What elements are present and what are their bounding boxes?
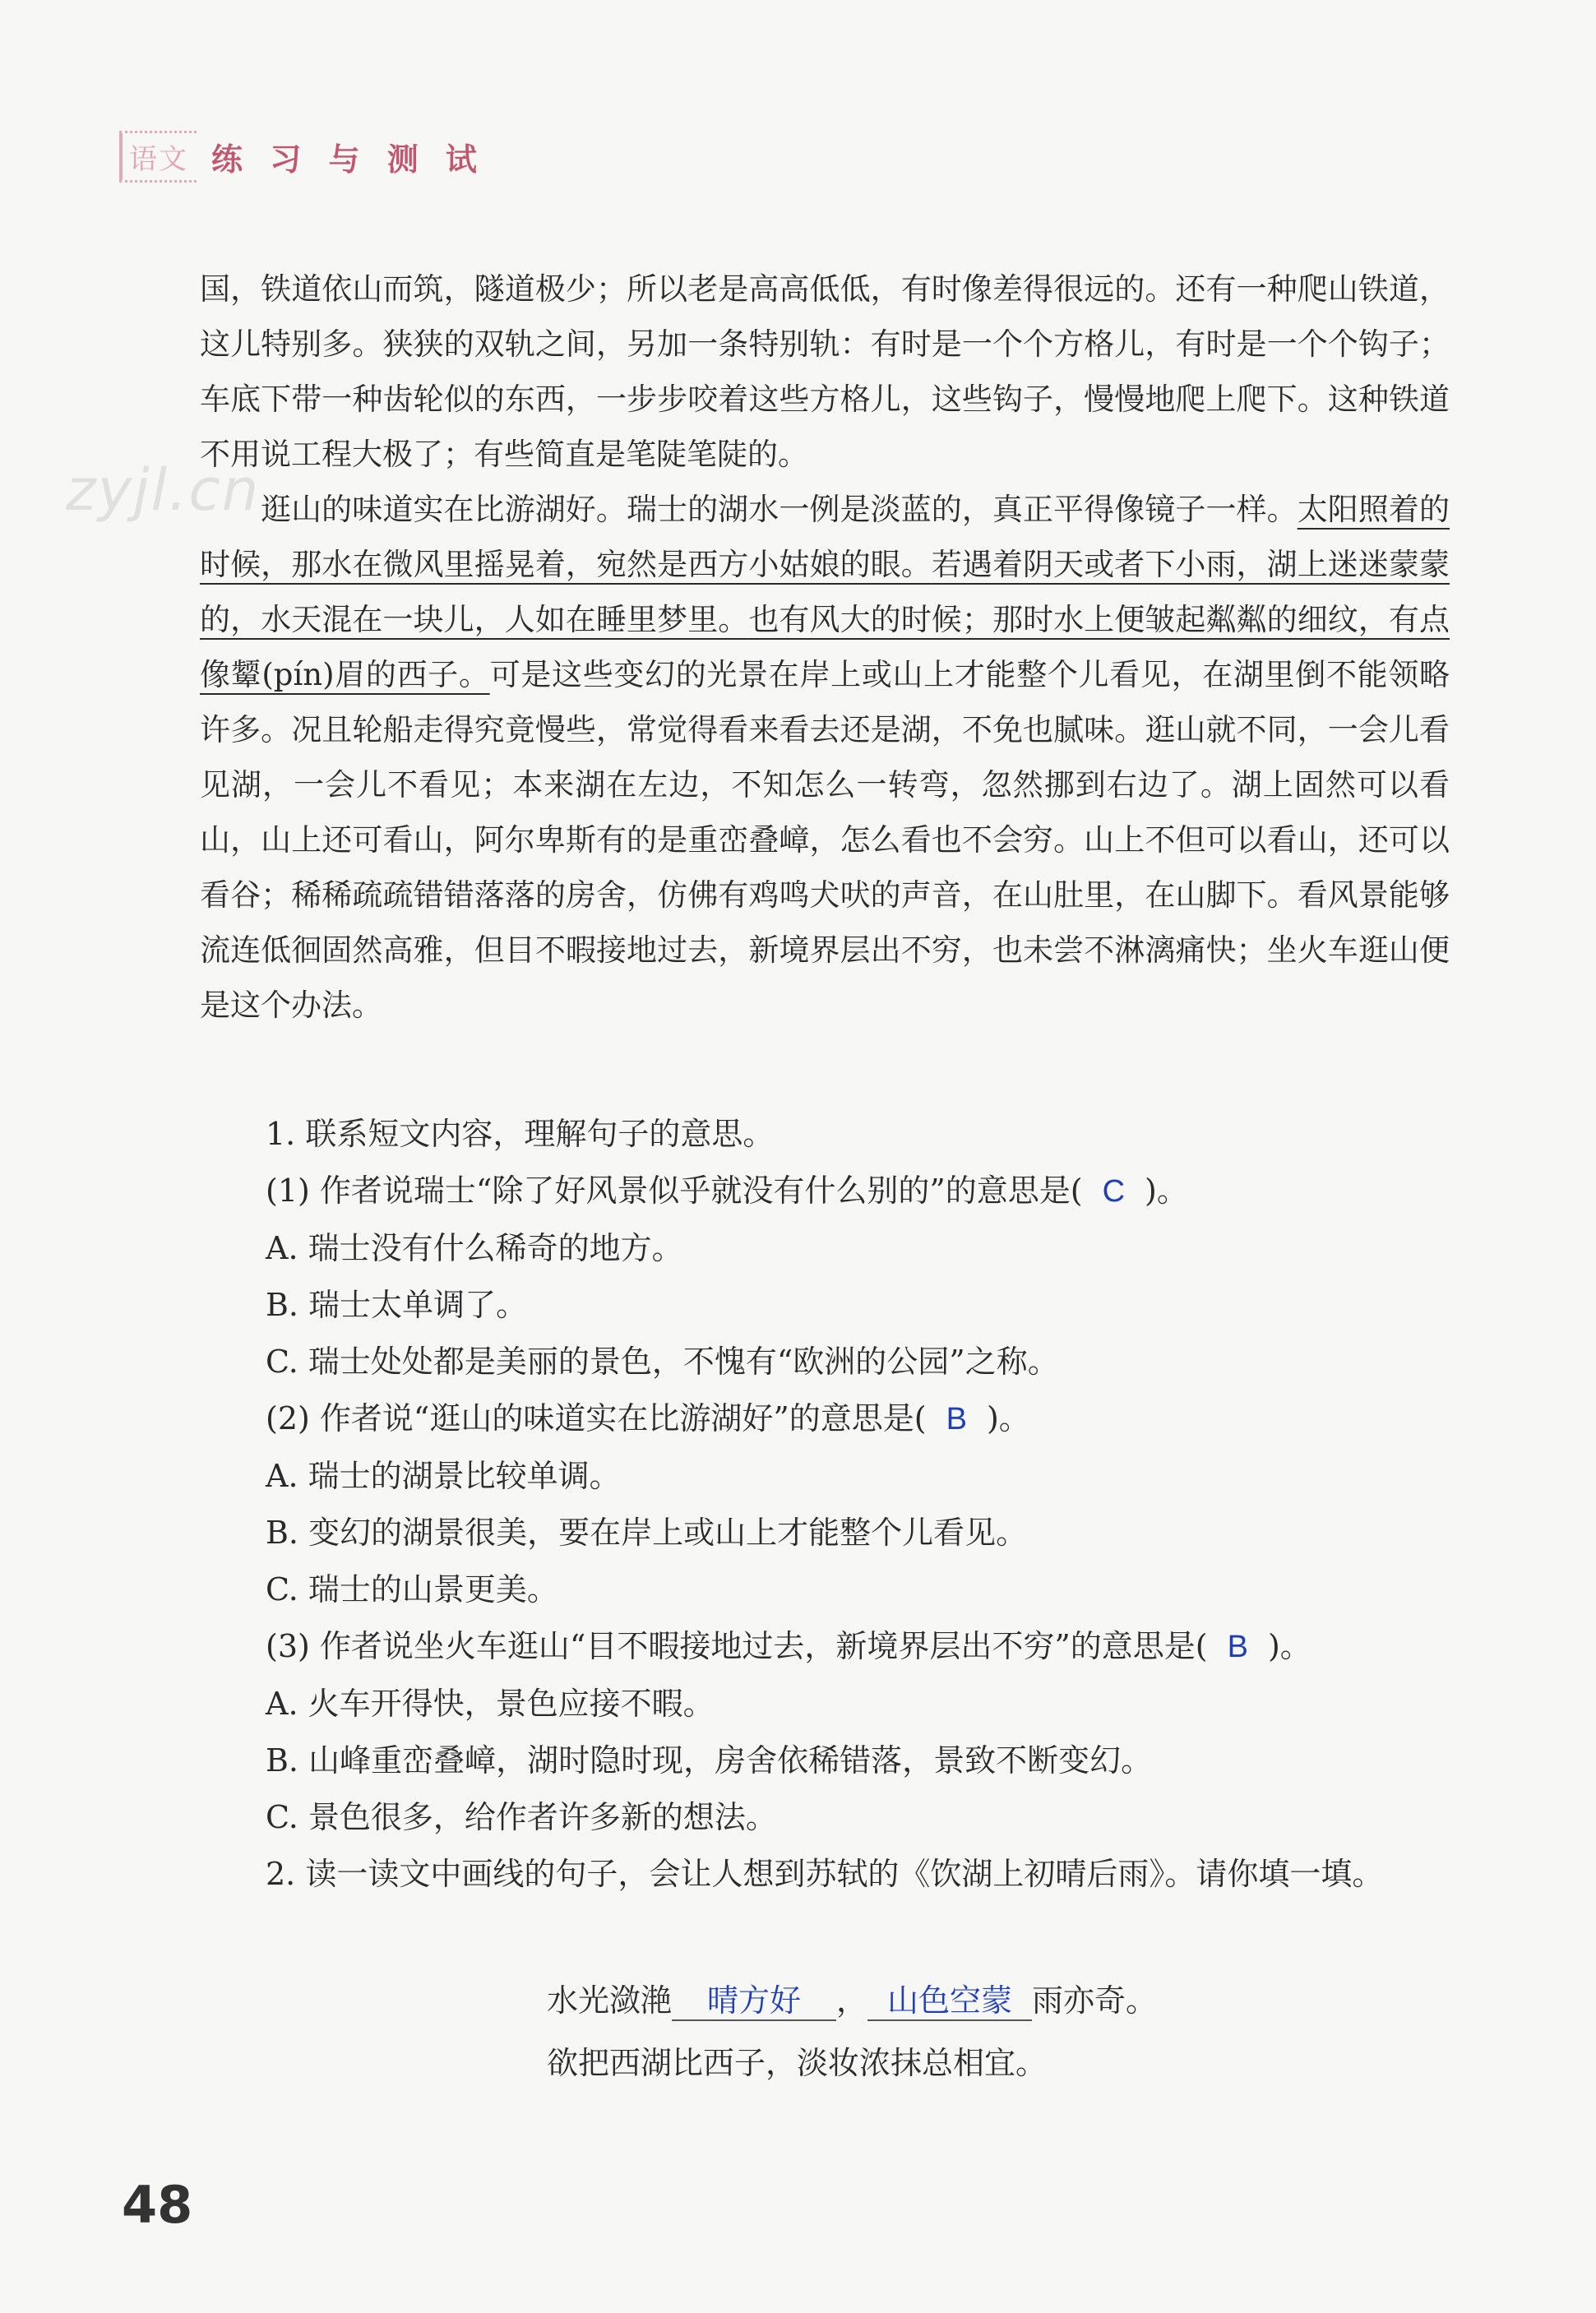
poem [547, 1969, 1157, 2094]
poem-line-1 [547, 1969, 1157, 2032]
question-text: )。 [1267, 1628, 1311, 1664]
option-1-2-b: B. 变幻的湖景很美，要在岸上或山上才能整个儿看见。 [266, 1515, 1028, 1551]
answer-1-3: B [1227, 1630, 1248, 1664]
fill-blank-2[interactable]: 山色空蒙 [867, 1983, 1032, 2021]
option-1-1-a: A. 瑞士没有什么稀奇的地方。 [266, 1230, 683, 1266]
option-1-1-b: B. 瑞士太单调了。 [266, 1287, 528, 1323]
option-1-3-b: B. 山峰重峦叠嶂，湖时隐时现，房舍依稀错落，景致不断变幻。 [266, 1742, 1153, 1779]
underlined-sentence-2: 若遇着阴天或者下小雨，湖上迷迷蒙蒙的，水天混在一块儿，人如在睡里梦里。 [200, 547, 1450, 637]
answer-1-1: C [1102, 1174, 1126, 1209]
underlined-sentence-1: 太阳照着的时候，那水在微风里摇晃着，宛然是西方小姑娘的眼。 [200, 492, 1450, 582]
question-1-stem: 1. 联系短文内容，理解句子的意思。 [266, 1116, 775, 1152]
page-number: 48 [122, 2175, 193, 2235]
question-text: (1) 作者说瑞士“除了好风景似乎就没有什么别的”的意思是( [266, 1173, 1083, 1209]
poem-text: 雨亦奇。 [1032, 1982, 1158, 2019]
watermark: zyjl.cn [66, 456, 261, 524]
passage-paragraph-2 [200, 482, 1450, 1033]
page-header [119, 123, 485, 189]
option-1-2-c: C. 瑞士的山景更美。 [266, 1571, 558, 1608]
passage-text: 可是这些变幻的光景在岸上或山上才能整个儿看见，在湖里倒不能领略许多。况且轮船走得究竟慢些，常觉得看来看去还是湖，不免也腻味。逛山就不同，一会儿看见湖，一会儿不看见；本来湖在左边，不知怎么一转弯，忽然挪到右边了。湖上固然可以看山，山上还可看山，阿尔卑斯有的是重峦叠嶂，怎么看也不会穷。山上不但可以看山，还可以看谷；稀稀疏疏错错落落的房舍，仿佛有鸡鸣犬吠的声音，在山肚里，在山脚下。看风景能够流连低徊固然高雅，但目不暇接地过去，新境界层出不穷，也未尝不淋漓痛快；坐火车逛山便是这个办法。 [200, 657, 1450, 1023]
subject-label: 语文 [119, 131, 197, 183]
question-1-3 [200, 1618, 1450, 1676]
option-1-2-a: A. 瑞士的湖景比较单调。 [266, 1458, 621, 1494]
underlined-sentence-3: 也有风大的时候；那时水上便皱起粼粼的细纹，有点像颦(pín)眉的西子。 [200, 602, 1450, 692]
question-text: )。 [1145, 1173, 1188, 1209]
passage-paragraph-1: 国，铁道依山而筑，隧道极少；所以老是高高低低，有时像差得很远的。还有一种爬山铁道，这儿特别多。狭狭的双轨之间，另加一条特别轨：有时是一个个方格儿，有时是一个个钩子；车底下带一种齿轮似的东西，一步步咬着这些方格儿，这些钩子，慢慢地爬上爬下。这种铁道不用说工程大极了；有些简直是笔陡笔陡的。 [200, 271, 1450, 472]
reading-passage [200, 261, 1450, 1033]
option-1-1-c: C. 瑞士处处都是美丽的景色，不愧有“欧洲的公园”之称。 [266, 1344, 1059, 1380]
question-text: (3) 作者说坐火车逛山“目不暇接地过去，新境界层出不穷”的意思是( [266, 1628, 1208, 1664]
questions-section [200, 1106, 1450, 1903]
series-title: 练 习 与 测 试 [211, 141, 485, 178]
question-2-stem: 2. 读一读文中画线的句子，会让人想到苏轼的《饮湖上初晴后雨》。请你填一填。 [266, 1856, 1384, 1892]
passage-text: 逛山的味道实在比游湖好。瑞士的湖水一例是淡蓝的，真正平得像镜子一样。 [261, 492, 1298, 527]
fill-blank-1[interactable]: 晴方好 [672, 1983, 836, 2021]
option-1-3-a: A. 火车开得快，景色应接不暇。 [266, 1686, 715, 1722]
question-1-1 [200, 1163, 1450, 1220]
poem-text: 水光潋滟 [547, 1982, 673, 2019]
option-1-3-c: C. 景色很多，给作者许多新的想法。 [266, 1799, 777, 1835]
question-1-2 [200, 1390, 1450, 1448]
poem-text: ， [836, 1982, 868, 2019]
question-text: )。 [986, 1400, 1030, 1436]
question-text: (2) 作者说“逛山的味道实在比游湖好”的意思是( [266, 1400, 927, 1436]
poem-line-2: 欲把西湖比西子，淡妆浓抹总相宜。 [547, 2045, 1048, 2081]
answer-1-2: B [946, 1402, 967, 1436]
